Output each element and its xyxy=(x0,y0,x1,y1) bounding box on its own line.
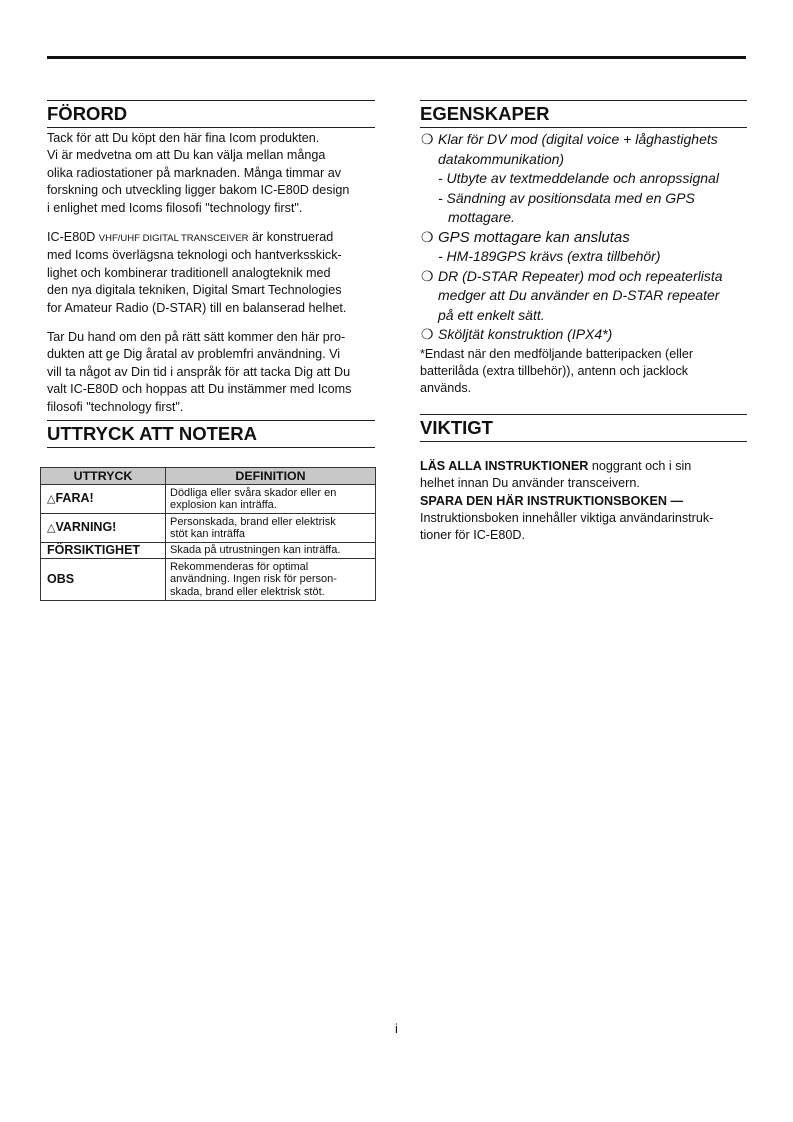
term-cell xyxy=(41,543,166,559)
text-line: på ett enkelt sätt. xyxy=(438,306,545,323)
text-line: dukten att ge Dig åratal av problemfri användning. Vi xyxy=(47,347,341,362)
bold-text: LÄS ALLA INSTRUKTIONER xyxy=(420,458,589,473)
forord-paragraph-3 xyxy=(47,329,375,416)
right-column xyxy=(420,100,747,545)
term-cell xyxy=(41,485,166,514)
text-line: *Endast när den medföljande batteripacken (eller xyxy=(420,346,694,361)
text-line: - Sändning av positionsdata med en GPS xyxy=(438,189,695,206)
text-line: Instruktionsboken innehåller viktiga användarinstruk- xyxy=(420,510,714,525)
circle-bullet-icon: ❍ xyxy=(421,267,434,284)
text-line: Skada på utrustningen kan inträffa. xyxy=(170,544,341,557)
column-header-term: UTTRYCK xyxy=(41,468,166,485)
viktigt-heading: VIKTIGT xyxy=(420,414,747,442)
text-line xyxy=(420,458,747,475)
text-line: DR (D-STAR Repeater) mod och repeaterlista xyxy=(438,267,723,284)
text-line xyxy=(47,229,375,247)
definitions-table xyxy=(40,467,376,601)
forord-paragraph-2 xyxy=(47,229,375,317)
text-line: forskning och utveckling ligger bakom IC-E80D design xyxy=(47,183,350,198)
circle-bullet-icon: ❍ xyxy=(421,131,434,147)
text-line: for Amateur Radio (D-STAR) till en balanserad helhet. xyxy=(47,300,347,315)
text-line: lighet och kombinerar traditionell analogteknik med xyxy=(47,265,331,280)
circle-bullet-icon: ❍ xyxy=(421,326,434,342)
footnote xyxy=(420,346,747,398)
term-cell xyxy=(41,559,166,601)
text-line: mottagare. xyxy=(448,209,515,225)
text-line: vill ta något av Din tid i anspråk för att tacka Dig att Du xyxy=(47,364,351,379)
term-cell xyxy=(41,514,166,543)
text-line: medger att Du använder en D-STAR repeater xyxy=(438,287,720,303)
left-column xyxy=(47,100,375,448)
text-line: Personskada, brand eller elektrisk xyxy=(170,515,336,528)
warning-triangle-icon: △ xyxy=(47,522,56,535)
list-item xyxy=(420,228,747,248)
model-name: IC-E80D xyxy=(47,230,99,245)
table-row xyxy=(41,514,376,543)
features-list xyxy=(420,130,747,398)
table-row xyxy=(41,485,376,514)
text-line: Klar för DV mod (digital voice + låghastighets xyxy=(438,131,718,147)
text-line: Tack för att Du köpt den här fina Icom produkten. xyxy=(47,131,320,145)
text-fragment: är konstruerad xyxy=(248,230,334,245)
text-line: olika radiostationer på marknaden. Många timmar av xyxy=(47,165,341,180)
text-line: används. xyxy=(420,381,472,396)
definition-cell xyxy=(166,559,376,601)
term-label: FÖRSIKTIGHET xyxy=(47,543,141,558)
text-line: tioner för IC-E80D. xyxy=(420,528,525,543)
text-line: med Icoms överlägsna teknologi och hantverksskick- xyxy=(47,248,342,263)
text-line: explosion kan inträffa. xyxy=(170,499,277,511)
text-line: användning. Ingen risk för person- xyxy=(170,573,337,586)
text-fragment: noggrant och i sin xyxy=(588,458,692,473)
forord-paragraph-1 xyxy=(47,130,375,217)
text-line: valt IC-E80D och hoppas att Du instämmer med Icoms xyxy=(47,382,352,397)
table-row xyxy=(41,559,376,601)
text-line: Tar Du hand om den på rätt sätt kommer den här pro- xyxy=(47,330,346,345)
list-subitem: - HM-189GPS krävs (extra tillbehör) xyxy=(438,248,661,264)
egenskaper-heading: EGENSKAPER xyxy=(420,100,747,128)
text-line: Sköljtät konstruktion (IPX4*) xyxy=(438,326,613,342)
circle-bullet-icon: ❍ xyxy=(421,228,434,245)
text-line: Rekommenderas för optimal xyxy=(170,560,309,573)
table-row xyxy=(41,543,376,559)
definition-cell xyxy=(166,485,376,514)
text-line: batterilåda (extra tillbehör)), antenn och jacklock xyxy=(420,363,689,378)
term-label: FARA! xyxy=(55,491,94,506)
text-line: filosofi "technology first". xyxy=(47,399,184,414)
text-line: skada, brand eller elektrisk stöt. xyxy=(170,585,325,598)
page-number: i xyxy=(395,1021,398,1036)
list-item xyxy=(420,325,747,345)
top-rule xyxy=(47,56,746,59)
column-header-definition: DEFINITION xyxy=(166,468,376,485)
text-line: GPS mottagare kan anslutas xyxy=(438,228,630,246)
text-line: Dödliga eller svåra skador eller en xyxy=(170,486,337,499)
text-line: helhet innan Du använder transceivern. xyxy=(420,476,640,491)
term-label: VARNING! xyxy=(55,520,117,535)
product-type: VHF/UHF DIGITAL TRANSCEIVER xyxy=(98,233,249,245)
text-line: i enlighet med Icoms filosofi "technology first". xyxy=(47,200,303,215)
forord-heading: FÖRORD xyxy=(47,100,375,128)
viktigt-text xyxy=(420,458,747,545)
list-item xyxy=(420,130,747,169)
table-header-row xyxy=(41,468,376,485)
text-line: stöt kan inträffa xyxy=(170,528,246,540)
term-label: OBS xyxy=(47,572,75,587)
list-subitem xyxy=(420,189,747,228)
list-item xyxy=(420,267,747,326)
warning-triangle-icon: △ xyxy=(47,493,56,506)
definition-cell xyxy=(166,514,376,543)
list-subitem: - Utbyte av textmeddelande och anropssignal xyxy=(438,170,719,186)
text-line: den nya digitala tekniken, Digital Smart Technologies xyxy=(47,283,342,298)
text-line: Vi är medvetna om att Du kan välja mellan många xyxy=(47,148,326,163)
bold-text: SPARA DEN HÄR INSTRUKTIONSBOKEN — xyxy=(420,493,684,508)
definition-cell xyxy=(166,543,376,559)
uttryck-heading: UTTRYCK ATT NOTERA xyxy=(47,420,375,448)
text-line: datakommunikation) xyxy=(438,150,565,167)
